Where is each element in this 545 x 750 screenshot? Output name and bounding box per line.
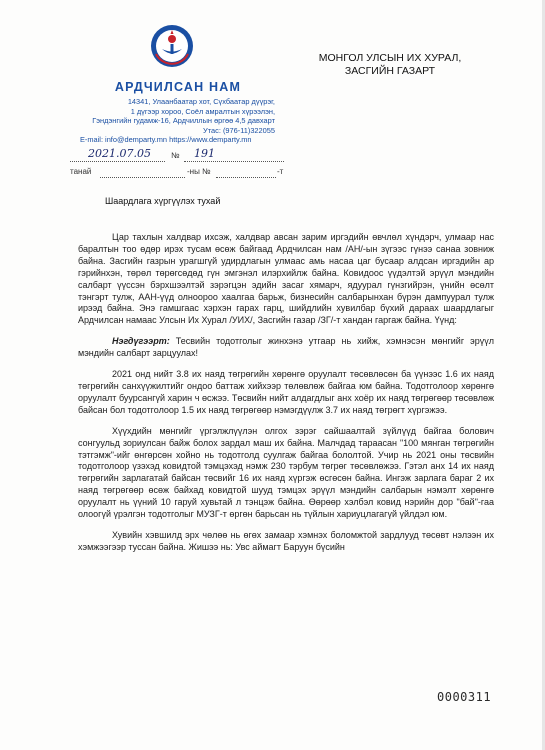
address-line: Утас: (976-11)322055 xyxy=(203,125,275,135)
address-line: 14341, Улаанбаатар хот, Сүхбаатар дүүрэг, xyxy=(127,97,275,106)
address-line: Гэндэнгийн гудамж-16, Ардчиллын өргөө 4,5 давхарт xyxy=(92,116,275,125)
body-paragraph: 2021 онд нийт 3.8 их наяд төгрөгийн хөрөнгө оруулалт төсөвлөсөн ба үүнээс 1.6 их наяд төгрөгийн санхүүжилтийг ондоо баттаж хийхээр төлөвлөж байгаа юм байна. Тодотголоор хөрөнгө оруулалт буурсангүй харин ч өсжээ. Төсвийн нийт алдагдлыг анх хоёр их наяд төгрөгөөр төсөвлөж байсан бол тодотголоор 1.5 их наяд төгрөгөөр нэмэгдүүлж 3.7 их наяд төгрөгт хүргэжээ. xyxy=(78,369,494,415)
letter-body xyxy=(78,232,494,563)
party-logo-icon xyxy=(149,18,195,74)
t-label: -т xyxy=(277,167,284,176)
letterhead-address xyxy=(70,97,275,135)
handwritten-number: 191 xyxy=(194,147,215,160)
handwritten-date: 2021.07.05 xyxy=(88,147,151,160)
recipient-line: МОНГОЛ УЛСЫН ИХ ХУРАЛ, xyxy=(318,52,462,64)
address-line: 1 дүгээр хороо, Соёл амралтын хүрээлэн, xyxy=(130,106,275,116)
recipient-line: ЗАСГИЙН ГАЗАРТ xyxy=(344,65,436,77)
dotted-fill xyxy=(100,168,185,178)
body-paragraph: Цар тахлын халдвар ихсэж, халдвар авсан зарим иргэдийн өвчлөл хүндэрч, улмаар нас баралтын тоо өдөр ирэх тусам өсөж байгаад Ардчилсан нам /АН/-ын зүгээс гүнээ санаа зовниж байна. Засгийн газрын урагшгүй удирдлагын улмаас амь насаа цаг бусаар алдсан иргэдийн ар гэрийнхэн, төрөл төрөгсөдөд гүн эмгэнэл илэрхийлж байна. Ковидоос үүдэлтэй эрүүл мэндийн салбарт үүссэн бэрхшээлтэй зэрэгцэн эдийн засаг хямарч, ядуурал гүнзгийрэн, үнийн өсөлт тэнгэрт тулж, ААН-үүд олноороо хаалгаа барьж, бизнесийн салбарынхан бүрэн дампуурал тулж ирээд байна. Энэ гамшгаас хэрхэн гарах гарц, шийдлийн хувилбар бүхий дараах шаардлагыг Ардчилсан намаас Улсын Их Хурал /УИХ/, Засгийн газар /ЗГ/-т хандан гаргаж байна. Үүнд: xyxy=(78,232,494,326)
page-stamp: 0000311 xyxy=(437,690,492,704)
number-mark: № xyxy=(171,151,180,160)
body-paragraph xyxy=(78,336,494,360)
party-name: АРДЧИЛСАН НАМ xyxy=(114,80,242,94)
point-heading: Нэгдүгээрт: xyxy=(112,336,170,347)
tanai-label: танай xyxy=(70,167,92,176)
body-paragraph: Хувийн хэвшилд эрх чөлөө нь өгөх замаар хэмнэх боломжтой зардлууд төсөвт нэлээн их хэмжээгээр туссан байна. Жишээ нь: Увс аймагт Баруун бүсийн xyxy=(78,529,494,552)
reference-reply-line xyxy=(70,168,285,178)
body-paragraph: Хүүхдийн мөнгийг үргэлжлүүлэн олгох зэрэг сайшаалтай зүйлүүд байгаа болович сонгуульд зориулсан байж болох зардал маш их байна. Малчдад тараасан "100 мянган төгрөгийн тэтгэмж"-ийг өнгөрсөн хойно нь тодотголд суулгаж байгаа бололтой. Учир нь 2021 оны төсвийн тодотголоор үзэхэд ковидтой тэмцэхэд нэмж 230 тэрбум төгрөг төсөвлөжээ. Гэтэл анх 14 их наяд төгрөгийн зарлагатай байсан төсвийг 16 их наяд хүргэж өсгөсөн байна. Ингэж зарлага бараг 2 их наяд төгрөгөөр өсөж байхад ковидтой шууд тэмцэх эрүүл мэндийн салбарын нэмэлт хөрөнгө оруулалт нь үүний 10 гаруй хувьтай л тэнцэж байна. Өөрөөр хэлбэл ковид нэрийн дор "бай"-гаа олоогүй үрэлгэн тодотголыг МУЗГ-т өргөн барьсан нь түйлын хариуцлагагүй үйлдэл юм. xyxy=(78,425,494,520)
point-text: Тесвийн тодотголыг жинхэнэ утгаар нь хийж, хэмнэсэн мөнгийг эрүүл мэндийн салбарт зарцуулах! xyxy=(78,336,494,359)
subject-line: Шаардлага хүргүүлэх тухай xyxy=(105,196,221,206)
ny-label: -ны № xyxy=(187,167,211,176)
contact-line: E-mail: info@demparty.mn https://www.demparty.mn xyxy=(80,135,252,144)
dotted-fill xyxy=(216,168,276,178)
recipient-block xyxy=(300,52,480,78)
